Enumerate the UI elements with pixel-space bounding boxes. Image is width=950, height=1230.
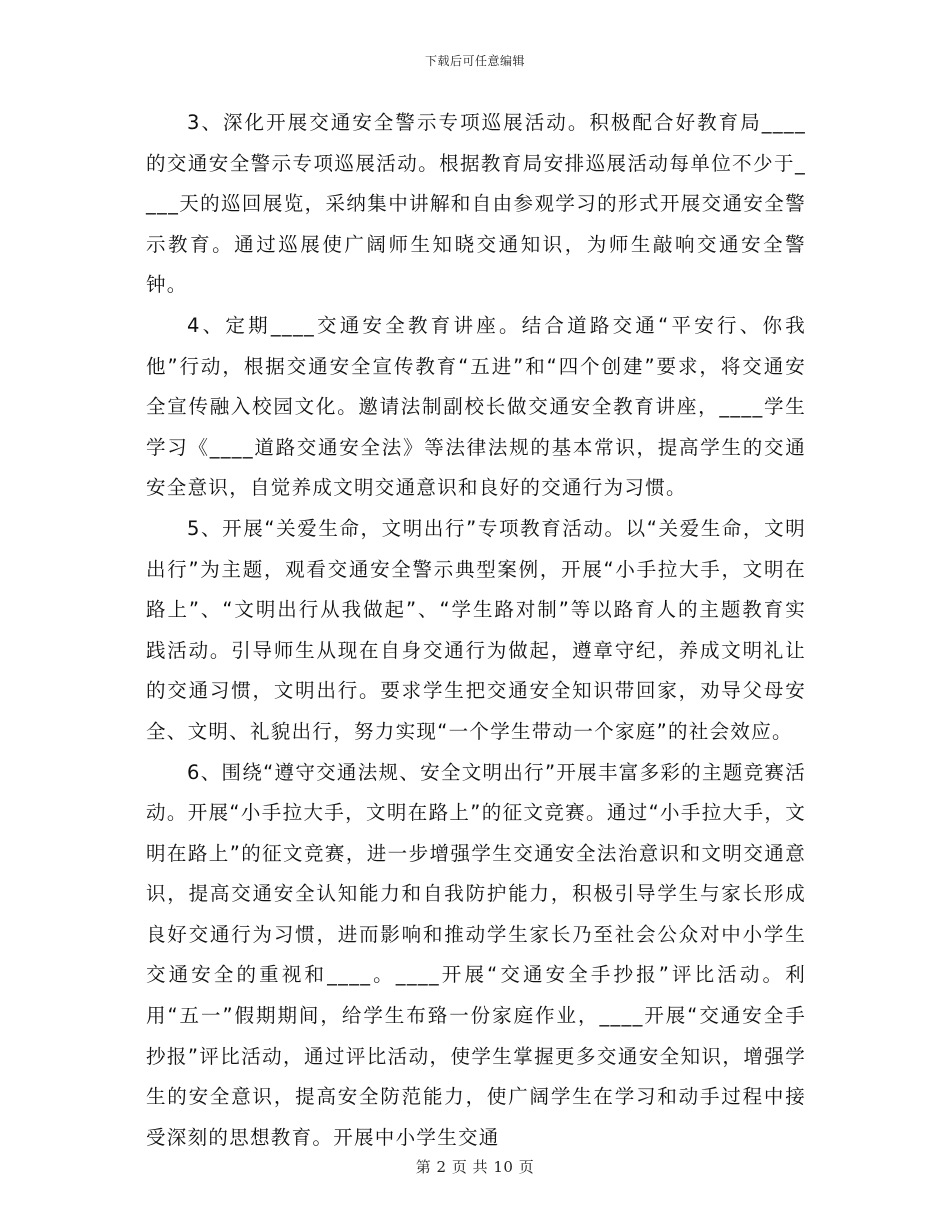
paragraph-item-3: 3、深化开展交通安全警示专项巡展活动。积极配合好教育局____的交通安全警示专项巡展活动。根据教育局安排巡展活动每单位不少于____天的巡回展览，采纳集中讲解和自由参观学习的形式开展交通安全警示教育。通过巡展使广阔师生知晓交通知识，为师生敲响交通安全警钟。	[146, 111, 806, 297]
document-body	[146, 103, 806, 1158]
paragraph-item-4: 4、定期____交通安全教育讲座。结合道路交通“平安行、你我他”行动，根据交通安全宣传教育“五进”和“四个创建”要求，将交通安全宣传融入校园文化。邀请法制副校长做交通安全教育讲座，____学生学习《____道路交通安全法》等法律法规的基本常识，提高学生的交通安全意识，自觉养成文明交通意识和良好的交通行为习惯。	[146, 313, 806, 500]
page-header: 下载后可任意编辑	[424, 54, 525, 68]
paragraph-item-5: 5、开展“关爱生命，文明出行”专项教育活动。以“关爱生命，文明出行”为主题，观看交通安全警示典型案例，开展“小手拉大手，文明在路上”、“文明出行从我做起”、“学生路对制”等以路育人的主题教育实践活动。引导师生从现在自身交通行为做起，遵章守纪，养成文明礼让的交通习惯，文明出行。要求学生把交通安全知识带回家，劝导父母安全、文明、礼貌出行，努力实现“一个学生带动一个家庭”的社会效应。	[146, 516, 806, 743]
paragraph-item-6: 6、围绕“遵守交通法规、安全文明出行”开展丰富多彩的主题竞赛活动。开展“小手拉大手，文明在路上”的征文竞赛。通过“小手拉大手，文明在路上”的征文竞赛，进一步增强学生交通安全法治意识和文明交通意识，提高交通安全认知能力和自我防护能力，积极引导学生与家长形成良好交通行为习惯，进而影响和推动学生家长乃至社会公众对中小学生交通安全的重视和____。____开展“交通安全手抄报”评比活动。利用“五一”假期期间，给学生布臵一份家庭作业，____开展“交通安全手抄报”评比活动，通过评比活动，使学生掌握更多交通安全知识，增强学生的安全意识，提高安全防范能力，使广阔学生在学习和动手过程中接受深刻的思想教育。开展中小学生交通	[146, 760, 806, 1149]
page-footer: 第 2 页 共 10 页	[415, 1158, 535, 1176]
